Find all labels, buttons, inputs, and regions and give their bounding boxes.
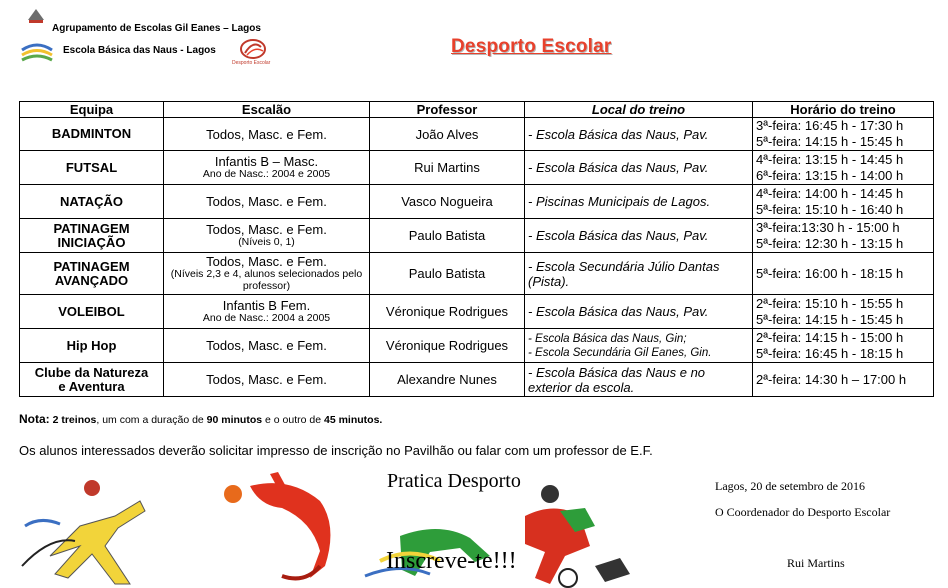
cell-teacher: Alexandre Nunes [370, 363, 525, 397]
cell-level [164, 295, 370, 329]
slogan-pratica: Pratica Desporto [387, 470, 521, 492]
cell-schedule [753, 253, 934, 295]
org-name: Agrupamento de Escolas Gil Eanes – Lagos [52, 23, 261, 34]
header-teacher: Professor [370, 102, 525, 118]
school-emblem-icon [20, 40, 54, 62]
schedule-line [756, 330, 930, 346]
cell-schedule [753, 185, 934, 219]
schedule-time: ª-feira:13:30 h - 15:00 h [763, 219, 900, 235]
schedule-time: ª-feira: 14:00 h - 14:45 h [763, 185, 904, 201]
note-text-2: e o outro de [262, 414, 324, 426]
coordinator-role: O Coordenador do Desporto Escolar [715, 505, 891, 519]
cell-team [20, 253, 164, 295]
weekday-number: 6 [756, 167, 764, 183]
schedule-time: ª-feira: 14:15 h - 15:00 h [763, 329, 904, 345]
team-name-line: e Aventura [58, 378, 125, 394]
team-name-line: PATINAGEM [53, 220, 130, 236]
team-name-line: FUTSAL [65, 159, 118, 175]
location-line: - Escola Básica das Naus e no [528, 364, 706, 380]
cell-level [164, 219, 370, 253]
cell-teacher: Véronique Rodrigues [370, 295, 525, 329]
schedule-time: ª-feira: 15:10 h - 16:40 h [763, 201, 904, 217]
header-location: Local do treino [525, 102, 753, 118]
schedule-line [756, 202, 930, 218]
level-text: Infantis B – Masc. [214, 154, 319, 169]
cell-team [20, 118, 164, 151]
weekday-number: 5 [756, 265, 764, 281]
team-name-line: AVANÇADO [54, 272, 129, 288]
schedule-line [756, 312, 930, 328]
cell-location [525, 253, 753, 295]
table-header-row [20, 102, 934, 118]
header-level: Escalão [164, 102, 370, 118]
cell-level [164, 185, 370, 219]
table-row [20, 329, 934, 363]
weekday-number: 5 [756, 134, 764, 149]
weekday-number: 4 [756, 185, 764, 201]
weekday-number: 5 [756, 235, 764, 251]
schedule-time: ª-feira: 13:15 h - 14:00 h [763, 167, 904, 183]
cell-level [164, 151, 370, 185]
schedule-time: ª-feira: 14:15 h - 15:45 h [763, 134, 904, 149]
cell-team [20, 329, 164, 363]
location-line: exterior da escola. [528, 379, 635, 395]
handball-player-icon [22, 480, 242, 584]
weekday-number: 4 [756, 151, 764, 167]
schedule-line [756, 134, 930, 150]
schedule-line [756, 266, 930, 282]
note-label: Nota: [19, 412, 50, 426]
table-row [20, 118, 934, 151]
schedule-line [756, 236, 930, 252]
logo-caption: Desporto Escolar [232, 60, 271, 66]
header-team: Equipa [20, 102, 164, 118]
weekday-number: 2 [756, 371, 764, 387]
schedule-time: ª-feira: 16:45 h - 18:15 h [763, 345, 904, 361]
cell-location [525, 151, 753, 185]
schedule-time: ª-feira: 14:15 h - 15:45 h [763, 311, 904, 327]
level-note: (Níveis 0, 1) [238, 236, 295, 248]
note-duration-2: 45 minutos. [324, 414, 383, 426]
sports-illustration-icon [20, 466, 680, 588]
note-duration-1: 90 minutos [206, 414, 263, 426]
weekday-number: 3 [756, 219, 764, 235]
schedule-line [756, 118, 930, 134]
cell-teacher: Paulo Batista [370, 219, 525, 253]
cell-schedule [753, 219, 934, 253]
team-name-line: Hip Hop [66, 337, 117, 353]
weekday-number: 2 [756, 329, 764, 345]
cell-team [20, 363, 164, 397]
slogan-inscreve: Inscreve-te!!! [386, 548, 517, 574]
table-row [20, 151, 934, 185]
cell-location [525, 295, 753, 329]
schedule-time: ª-feira: 16:45 h - 17:30 h [763, 118, 904, 133]
team-name-line: NATAÇÃO [59, 193, 124, 209]
weekday-number: 2 [756, 295, 764, 311]
location-line: - Escola Básica das Naus, Gin; [528, 332, 687, 345]
level-note: Ano de Nasc.: 2004 a 2005 [202, 312, 331, 324]
schedule-line [756, 152, 930, 168]
note-text: , um com a duração de [96, 414, 207, 426]
cell-location [525, 329, 753, 363]
cell-team [20, 185, 164, 219]
cell-teacher: Paulo Batista [370, 253, 525, 295]
schedule-line [756, 296, 930, 312]
cell-team [20, 219, 164, 253]
weekday-number: 5 [756, 201, 764, 217]
football-player-icon [525, 485, 630, 587]
cell-level [164, 329, 370, 363]
level-text: Todos, Masc. e Fem. [206, 126, 327, 142]
team-name-line: VOLEIBOL [58, 303, 125, 319]
note [19, 412, 382, 426]
cell-schedule [753, 295, 934, 329]
schedule-line [756, 186, 930, 202]
header-schedule: Horário do treino [753, 102, 934, 118]
page-title: Desporto Escolar [451, 36, 612, 57]
weekday-number: 5 [756, 345, 764, 361]
schedule-line [756, 372, 930, 388]
team-name-line: Clube da Natureza [34, 364, 149, 380]
weekday-number: 3 [756, 118, 764, 133]
level-text: Todos, Masc. e Fem. [206, 338, 327, 353]
level-text: Todos, Masc. e Fem. [206, 372, 327, 387]
schedule-line [756, 168, 930, 184]
enrolment-info: Os alunos interessados deverão solicitar impresso de inscrição no Pavilhão ou falar com um professor de E.F. [19, 443, 653, 458]
cell-teacher: Vasco Nogueira [370, 185, 525, 219]
cell-location [525, 219, 753, 253]
level-text: Todos, Masc. e Fem. [206, 222, 327, 237]
cell-location [525, 363, 753, 397]
cell-location [525, 118, 753, 151]
schedule-line [756, 220, 930, 236]
document-header [0, 0, 948, 90]
table-row [20, 185, 934, 219]
location-line: - Escola Básica das Naus, Pav. [528, 160, 709, 175]
level-text: Todos, Masc. e Fem. [206, 194, 327, 209]
cell-level [164, 253, 370, 295]
level-note: Ano de Nasc.: 2004 e 2005 [202, 168, 331, 180]
level-text: Todos, Masc. e Fem. [206, 254, 327, 269]
cell-location [525, 185, 753, 219]
table-row [20, 363, 934, 397]
cell-level [164, 118, 370, 151]
schedule-time: ª-feira: 14:30 h – 17:00 h [763, 371, 907, 387]
level-note: (Níveis 2,3 e 4, alunos selecionados pelo professor) [170, 268, 363, 292]
location-line: - Piscinas Municipais de Lagos. [528, 194, 711, 209]
cell-schedule [753, 118, 934, 151]
note-count: 2 treinos [52, 414, 97, 426]
cell-schedule [753, 363, 934, 397]
location-line: - Escola Básica das Naus, Pav. [528, 304, 709, 319]
schedule-time: ª-feira: 16:00 h - 18:15 h [763, 265, 904, 281]
desporto-escolar-logo-icon [236, 38, 270, 60]
training-schedule-table [19, 101, 934, 397]
team-name-line: PATINAGEM [53, 258, 130, 274]
schedule-time: ª-feira: 15:10 h - 15:55 h [763, 295, 904, 311]
desporto-escolar-logo [232, 38, 280, 70]
table-row [20, 253, 934, 295]
cell-teacher: Rui Martins [370, 151, 525, 185]
weekday-number: 5 [756, 311, 764, 327]
dancer-icon [250, 472, 330, 578]
place-date: Lagos, 20 de setembro de 2016 [715, 479, 865, 493]
schedule-line [756, 346, 930, 362]
cell-level [164, 363, 370, 397]
cell-teacher: Véronique Rodrigues [370, 329, 525, 363]
team-name-line: INICIAÇÃO [57, 234, 126, 250]
cell-team [20, 295, 164, 329]
cell-schedule [753, 151, 934, 185]
schedule-time: ª-feira: 13:15 h - 14:45 h [763, 151, 904, 167]
location-line: (Pista). [528, 273, 570, 289]
team-name-line: BADMINTON [51, 126, 132, 141]
school-name: Escola Básica das Naus - Lagos [63, 45, 216, 56]
school-logo-icon [26, 6, 46, 26]
location-line: - Escola Básica das Naus, Pav. [528, 126, 709, 142]
cell-team [20, 151, 164, 185]
cell-teacher: João Alves [370, 118, 525, 151]
location-line: - Escola Secundária Gil Eanes, Gin. [528, 346, 712, 359]
location-line: - Escola Secundária Júlio Dantas [528, 258, 720, 274]
table-row [20, 295, 934, 329]
signature: Rui Martins [787, 556, 845, 570]
table-row [20, 219, 934, 253]
cell-schedule [753, 329, 934, 363]
level-text: Infantis B Fem. [222, 298, 311, 313]
location-line: - Escola Básica das Naus, Pav. [528, 228, 709, 243]
schedule-time: ª-feira: 12:30 h - 13:15 h [763, 235, 904, 251]
